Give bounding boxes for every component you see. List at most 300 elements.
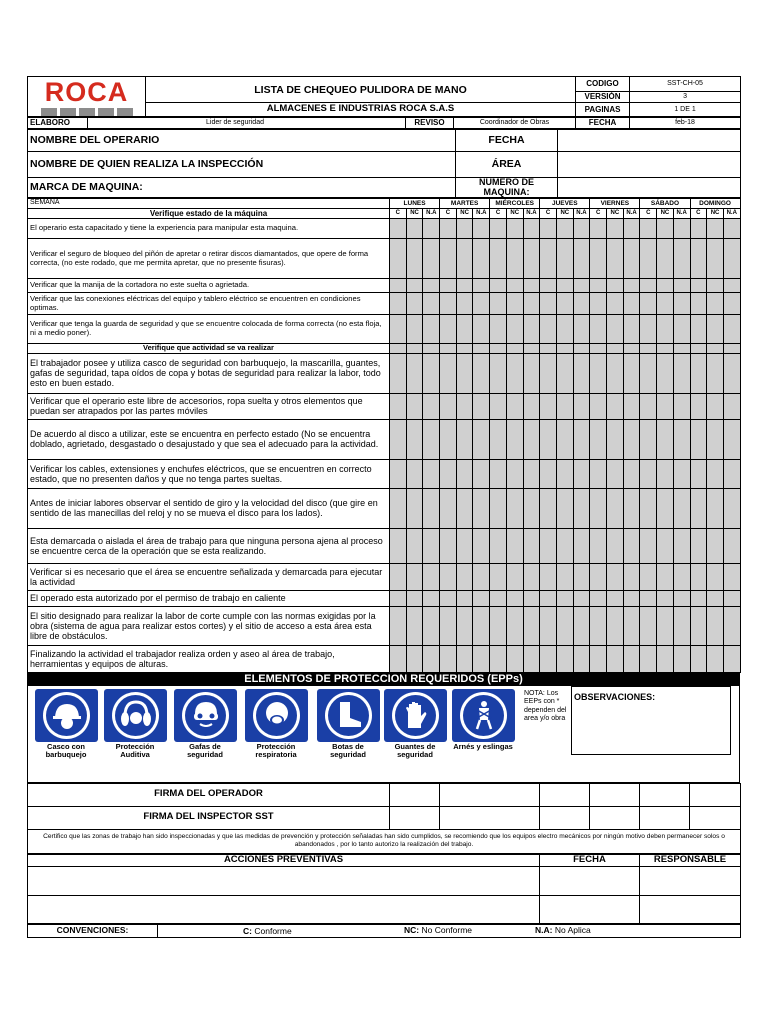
check-cell[interactable] [623, 279, 640, 293]
check-cell[interactable] [640, 279, 657, 293]
check-cell[interactable] [456, 459, 473, 488]
firma-cell[interactable] [390, 783, 440, 806]
check-cell[interactable] [673, 590, 690, 606]
check-cell[interactable] [723, 563, 740, 590]
check-cell[interactable] [406, 393, 423, 419]
check-cell[interactable] [390, 645, 407, 672]
check-cell[interactable] [573, 219, 590, 239]
check-cell[interactable] [623, 563, 640, 590]
check-cell[interactable] [440, 293, 457, 315]
check-cell[interactable] [390, 239, 407, 279]
check-cell[interactable] [640, 219, 657, 239]
check-cell[interactable] [406, 645, 423, 672]
check-cell[interactable] [523, 563, 540, 590]
check-cell[interactable] [473, 353, 490, 393]
check-cell[interactable] [573, 645, 590, 672]
check-cell[interactable] [690, 219, 707, 239]
accion-field[interactable] [28, 895, 540, 923]
check-cell[interactable] [707, 419, 724, 459]
check-cell[interactable] [607, 293, 624, 315]
check-cell[interactable] [556, 419, 573, 459]
check-cell[interactable] [490, 590, 507, 606]
check-cell[interactable] [540, 279, 557, 293]
check-cell[interactable] [540, 353, 557, 393]
check-cell[interactable] [623, 419, 640, 459]
check-cell[interactable] [390, 590, 407, 606]
check-cell[interactable] [456, 419, 473, 459]
check-cell[interactable] [573, 353, 590, 393]
check-cell[interactable] [673, 393, 690, 419]
check-cell[interactable] [406, 419, 423, 459]
check-cell[interactable] [423, 488, 440, 528]
check-cell[interactable] [423, 590, 440, 606]
check-cell[interactable] [723, 645, 740, 672]
check-cell[interactable] [506, 528, 523, 563]
check-cell[interactable] [707, 606, 724, 645]
check-cell[interactable] [406, 279, 423, 293]
check-cell[interactable] [590, 219, 607, 239]
check-cell[interactable] [640, 488, 657, 528]
check-cell[interactable] [473, 606, 490, 645]
check-cell[interactable] [406, 590, 423, 606]
accion-fecha-field[interactable] [540, 866, 640, 895]
check-cell[interactable] [723, 419, 740, 459]
check-cell[interactable] [423, 459, 440, 488]
check-cell[interactable] [556, 279, 573, 293]
check-cell[interactable] [623, 293, 640, 315]
check-cell[interactable] [607, 315, 624, 344]
check-cell[interactable] [657, 606, 674, 645]
firma-cell[interactable] [540, 783, 590, 806]
check-cell[interactable] [590, 528, 607, 563]
area-field[interactable] [558, 152, 741, 178]
check-cell[interactable] [673, 645, 690, 672]
check-cell[interactable] [523, 353, 540, 393]
check-cell[interactable] [506, 645, 523, 672]
check-cell[interactable] [456, 590, 473, 606]
check-cell[interactable] [490, 353, 507, 393]
check-cell[interactable] [456, 315, 473, 344]
check-cell[interactable] [506, 419, 523, 459]
check-cell[interactable] [607, 645, 624, 672]
check-cell[interactable] [456, 563, 473, 590]
check-cell[interactable] [523, 459, 540, 488]
check-cell[interactable] [723, 279, 740, 293]
check-cell[interactable] [640, 315, 657, 344]
check-cell[interactable] [573, 315, 590, 344]
check-cell[interactable] [456, 393, 473, 419]
accion-responsable-field[interactable] [640, 895, 741, 923]
check-cell[interactable] [657, 645, 674, 672]
check-cell[interactable] [640, 606, 657, 645]
check-cell[interactable] [723, 590, 740, 606]
check-cell[interactable] [473, 219, 490, 239]
check-cell[interactable] [423, 279, 440, 293]
check-cell[interactable] [406, 293, 423, 315]
firma-cell[interactable] [540, 806, 590, 829]
check-cell[interactable] [673, 419, 690, 459]
firma-cell[interactable] [640, 806, 690, 829]
check-cell[interactable] [640, 293, 657, 315]
check-cell[interactable] [690, 645, 707, 672]
check-cell[interactable] [456, 488, 473, 528]
check-cell[interactable] [556, 645, 573, 672]
check-cell[interactable] [673, 563, 690, 590]
check-cell[interactable] [456, 219, 473, 239]
check-cell[interactable] [690, 293, 707, 315]
accion-field[interactable] [28, 866, 540, 895]
check-cell[interactable] [540, 315, 557, 344]
check-cell[interactable] [623, 459, 640, 488]
check-cell[interactable] [456, 645, 473, 672]
check-cell[interactable] [540, 606, 557, 645]
check-cell[interactable] [673, 606, 690, 645]
check-cell[interactable] [406, 488, 423, 528]
check-cell[interactable] [556, 563, 573, 590]
check-cell[interactable] [506, 590, 523, 606]
firma-cell[interactable] [640, 783, 690, 806]
check-cell[interactable] [473, 393, 490, 419]
check-cell[interactable] [707, 488, 724, 528]
check-cell[interactable] [423, 393, 440, 419]
check-cell[interactable] [440, 353, 457, 393]
check-cell[interactable] [556, 293, 573, 315]
check-cell[interactable] [556, 315, 573, 344]
check-cell[interactable] [390, 528, 407, 563]
check-cell[interactable] [590, 353, 607, 393]
check-cell[interactable] [690, 393, 707, 419]
check-cell[interactable] [723, 393, 740, 419]
check-cell[interactable] [390, 219, 407, 239]
check-cell[interactable] [523, 590, 540, 606]
check-cell[interactable] [506, 219, 523, 239]
check-cell[interactable] [556, 459, 573, 488]
check-cell[interactable] [423, 293, 440, 315]
check-cell[interactable] [490, 419, 507, 459]
check-cell[interactable] [607, 606, 624, 645]
check-cell[interactable] [556, 219, 573, 239]
check-cell[interactable] [623, 645, 640, 672]
check-cell[interactable] [473, 590, 490, 606]
check-cell[interactable] [540, 219, 557, 239]
check-cell[interactable] [657, 219, 674, 239]
check-cell[interactable] [506, 459, 523, 488]
check-cell[interactable] [423, 353, 440, 393]
check-cell[interactable] [506, 353, 523, 393]
accion-responsable-field[interactable] [640, 866, 741, 895]
check-cell[interactable] [723, 353, 740, 393]
check-cell[interactable] [707, 528, 724, 563]
check-cell[interactable] [540, 419, 557, 459]
check-cell[interactable] [506, 315, 523, 344]
check-cell[interactable] [590, 393, 607, 419]
check-cell[interactable] [657, 528, 674, 563]
check-cell[interactable] [590, 606, 607, 645]
check-cell[interactable] [657, 393, 674, 419]
check-cell[interactable] [440, 590, 457, 606]
firma-cell[interactable] [440, 806, 540, 829]
check-cell[interactable] [690, 606, 707, 645]
check-cell[interactable] [473, 459, 490, 488]
check-cell[interactable] [506, 239, 523, 279]
check-cell[interactable] [690, 528, 707, 563]
check-cell[interactable] [473, 279, 490, 293]
check-cell[interactable] [490, 239, 507, 279]
check-cell[interactable] [423, 563, 440, 590]
check-cell[interactable] [707, 590, 724, 606]
check-cell[interactable] [490, 393, 507, 419]
check-cell[interactable] [640, 563, 657, 590]
check-cell[interactable] [406, 563, 423, 590]
check-cell[interactable] [707, 279, 724, 293]
check-cell[interactable] [690, 459, 707, 488]
check-cell[interactable] [540, 393, 557, 419]
check-cell[interactable] [540, 239, 557, 279]
check-cell[interactable] [506, 293, 523, 315]
check-cell[interactable] [673, 293, 690, 315]
check-cell[interactable] [440, 393, 457, 419]
fecha-field[interactable] [558, 130, 741, 152]
check-cell[interactable] [607, 219, 624, 239]
check-cell[interactable] [707, 239, 724, 279]
check-cell[interactable] [573, 590, 590, 606]
check-cell[interactable] [673, 219, 690, 239]
check-cell[interactable] [390, 279, 407, 293]
check-cell[interactable] [406, 219, 423, 239]
check-cell[interactable] [607, 419, 624, 459]
firma-cell[interactable] [590, 783, 640, 806]
check-cell[interactable] [523, 293, 540, 315]
check-cell[interactable] [623, 393, 640, 419]
check-cell[interactable] [590, 279, 607, 293]
check-cell[interactable] [573, 419, 590, 459]
check-cell[interactable] [690, 419, 707, 459]
check-cell[interactable] [490, 459, 507, 488]
check-cell[interactable] [406, 528, 423, 563]
check-cell[interactable] [456, 293, 473, 315]
check-cell[interactable] [540, 563, 557, 590]
check-cell[interactable] [456, 239, 473, 279]
check-cell[interactable] [473, 293, 490, 315]
check-cell[interactable] [473, 239, 490, 279]
check-cell[interactable] [406, 239, 423, 279]
check-cell[interactable] [523, 239, 540, 279]
check-cell[interactable] [440, 606, 457, 645]
check-cell[interactable] [723, 488, 740, 528]
check-cell[interactable] [623, 528, 640, 563]
check-cell[interactable] [490, 219, 507, 239]
check-cell[interactable] [657, 488, 674, 528]
check-cell[interactable] [390, 353, 407, 393]
check-cell[interactable] [540, 488, 557, 528]
check-cell[interactable] [440, 645, 457, 672]
check-cell[interactable] [607, 353, 624, 393]
check-cell[interactable] [473, 528, 490, 563]
check-cell[interactable] [673, 488, 690, 528]
check-cell[interactable] [473, 488, 490, 528]
check-cell[interactable] [573, 459, 590, 488]
check-cell[interactable] [690, 590, 707, 606]
check-cell[interactable] [573, 239, 590, 279]
check-cell[interactable] [490, 279, 507, 293]
check-cell[interactable] [523, 488, 540, 528]
check-cell[interactable] [707, 459, 724, 488]
check-cell[interactable] [523, 279, 540, 293]
check-cell[interactable] [406, 606, 423, 645]
check-cell[interactable] [556, 239, 573, 279]
check-cell[interactable] [390, 293, 407, 315]
check-cell[interactable] [607, 239, 624, 279]
check-cell[interactable] [523, 393, 540, 419]
check-cell[interactable] [506, 563, 523, 590]
check-cell[interactable] [473, 419, 490, 459]
check-cell[interactable] [423, 239, 440, 279]
firma-cell[interactable] [390, 806, 440, 829]
check-cell[interactable] [657, 459, 674, 488]
observaciones-box[interactable] [571, 686, 731, 755]
check-cell[interactable] [623, 315, 640, 344]
check-cell[interactable] [523, 219, 540, 239]
check-cell[interactable] [723, 219, 740, 239]
check-cell[interactable] [523, 645, 540, 672]
check-cell[interactable] [573, 393, 590, 419]
check-cell[interactable] [540, 528, 557, 563]
check-cell[interactable] [623, 239, 640, 279]
check-cell[interactable] [690, 315, 707, 344]
check-cell[interactable] [390, 419, 407, 459]
check-cell[interactable] [640, 393, 657, 419]
check-cell[interactable] [590, 315, 607, 344]
check-cell[interactable] [556, 606, 573, 645]
check-cell[interactable] [523, 528, 540, 563]
check-cell[interactable] [556, 528, 573, 563]
check-cell[interactable] [390, 488, 407, 528]
check-cell[interactable] [390, 606, 407, 645]
check-cell[interactable] [490, 315, 507, 344]
check-cell[interactable] [657, 590, 674, 606]
check-cell[interactable] [707, 219, 724, 239]
check-cell[interactable] [523, 419, 540, 459]
check-cell[interactable] [590, 239, 607, 279]
check-cell[interactable] [723, 606, 740, 645]
check-cell[interactable] [623, 353, 640, 393]
check-cell[interactable] [556, 393, 573, 419]
check-cell[interactable] [490, 488, 507, 528]
numero-field[interactable] [558, 178, 741, 198]
check-cell[interactable] [657, 293, 674, 315]
check-cell[interactable] [423, 528, 440, 563]
check-cell[interactable] [390, 459, 407, 488]
check-cell[interactable] [707, 393, 724, 419]
check-cell[interactable] [556, 590, 573, 606]
firma-cell[interactable] [440, 783, 540, 806]
check-cell[interactable] [707, 645, 724, 672]
check-cell[interactable] [540, 645, 557, 672]
check-cell[interactable] [673, 239, 690, 279]
firma-cell[interactable] [690, 806, 741, 829]
check-cell[interactable] [423, 315, 440, 344]
check-cell[interactable] [556, 353, 573, 393]
check-cell[interactable] [673, 279, 690, 293]
check-cell[interactable] [490, 563, 507, 590]
check-cell[interactable] [690, 239, 707, 279]
check-cell[interactable] [723, 293, 740, 315]
check-cell[interactable] [707, 315, 724, 344]
check-cell[interactable] [607, 279, 624, 293]
check-cell[interactable] [723, 239, 740, 279]
check-cell[interactable] [556, 488, 573, 528]
check-cell[interactable] [723, 315, 740, 344]
check-cell[interactable] [623, 488, 640, 528]
check-cell[interactable] [590, 563, 607, 590]
check-cell[interactable] [506, 606, 523, 645]
check-cell[interactable] [440, 528, 457, 563]
check-cell[interactable] [423, 645, 440, 672]
check-cell[interactable] [490, 645, 507, 672]
check-cell[interactable] [590, 293, 607, 315]
check-cell[interactable] [440, 459, 457, 488]
check-cell[interactable] [490, 606, 507, 645]
check-cell[interactable] [723, 459, 740, 488]
check-cell[interactable] [440, 239, 457, 279]
check-cell[interactable] [573, 528, 590, 563]
check-cell[interactable] [456, 606, 473, 645]
check-cell[interactable] [607, 459, 624, 488]
check-cell[interactable] [406, 353, 423, 393]
check-cell[interactable] [423, 419, 440, 459]
check-cell[interactable] [640, 459, 657, 488]
check-cell[interactable] [723, 528, 740, 563]
check-cell[interactable] [640, 590, 657, 606]
check-cell[interactable] [490, 528, 507, 563]
check-cell[interactable] [607, 393, 624, 419]
check-cell[interactable] [623, 606, 640, 645]
accion-fecha-field[interactable] [540, 895, 640, 923]
check-cell[interactable] [406, 459, 423, 488]
check-cell[interactable] [523, 315, 540, 344]
check-cell[interactable] [607, 563, 624, 590]
check-cell[interactable] [640, 528, 657, 563]
check-cell[interactable] [673, 353, 690, 393]
check-cell[interactable] [607, 488, 624, 528]
check-cell[interactable] [673, 315, 690, 344]
check-cell[interactable] [657, 279, 674, 293]
check-cell[interactable] [590, 419, 607, 459]
firma-cell[interactable] [590, 806, 640, 829]
check-cell[interactable] [573, 293, 590, 315]
check-cell[interactable] [440, 219, 457, 239]
check-cell[interactable] [673, 528, 690, 563]
check-cell[interactable] [440, 279, 457, 293]
check-cell[interactable] [657, 563, 674, 590]
check-cell[interactable] [456, 528, 473, 563]
check-cell[interactable] [390, 393, 407, 419]
check-cell[interactable] [640, 239, 657, 279]
check-cell[interactable] [607, 528, 624, 563]
check-cell[interactable] [473, 645, 490, 672]
check-cell[interactable] [690, 279, 707, 293]
check-cell[interactable] [640, 353, 657, 393]
check-cell[interactable] [423, 606, 440, 645]
check-cell[interactable] [390, 563, 407, 590]
check-cell[interactable] [590, 459, 607, 488]
check-cell[interactable] [423, 219, 440, 239]
check-cell[interactable] [690, 488, 707, 528]
check-cell[interactable] [640, 645, 657, 672]
check-cell[interactable] [573, 563, 590, 590]
check-cell[interactable] [456, 353, 473, 393]
check-cell[interactable] [406, 315, 423, 344]
